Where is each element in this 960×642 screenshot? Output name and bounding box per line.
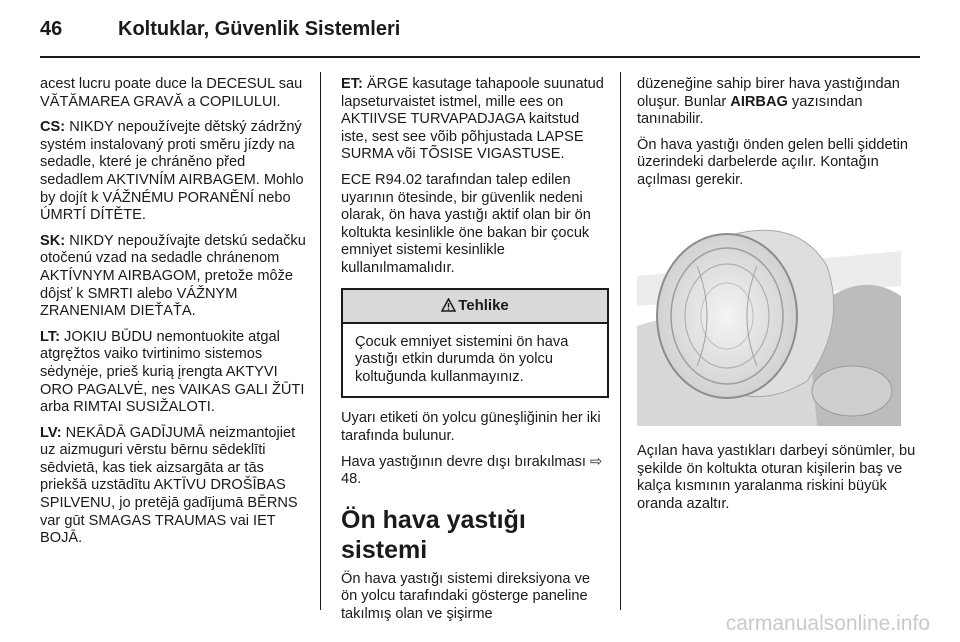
deactivation-text: Hava yastığının devre dışı bırakılması [341, 453, 586, 470]
danger-box [341, 288, 609, 399]
page-number: 46 [40, 18, 63, 40]
warning-lv-text: NEKĀDĀ GADĪJUMĀ neizmantojiet uz aizmuguri vērstu bērnu sēdeklīti sēdvietā, kas tiek aizsargāta ar tās priekšā uzstādītu AKTĪVU DROŠĪBAS SPILVENU, jo pretējā gadījumā BĒRNS var gūt SMAGAS TRAUMAS vai IET BOJĀ. [40, 424, 298, 547]
column-3 [637, 76, 920, 522]
column-2 [341, 76, 609, 631]
airbag-description-end: yazısından tanınabilir. [637, 93, 863, 128]
deactivation-page-ref: 48. [341, 471, 362, 488]
header-rule [40, 56, 920, 58]
warning-sk-text: NIKDY nepoužívajte detskú sedačku otočenú vzad na sedadle chránenom AKTÍVNYM AIRBAGOM, pretože môže dôjsť k SMRTI alebo VÁŽNYM ZRANENIAM DIEŤAŤA. [40, 232, 306, 320]
warning-et [341, 76, 609, 164]
page-title: Koltuklar, Güvenlik Sistemleri [118, 18, 401, 40]
warning-lt [40, 329, 312, 417]
warning-triangle-icon [441, 298, 456, 312]
danger-box-header [343, 290, 607, 324]
lang-label: ET: [341, 76, 363, 92]
ece-paragraph: ECE R94.02 tarafından talep edilen uyarının ötesinde, bir güvenlik nedeni olarak, ön hava yastığı aktif olan bir ön koltukta kesinlikle öne bakan bir çocuk emniyet sistemi kesinlikle kullanılmamalıdır. [341, 171, 591, 276]
warning-continued-text: acest lucru poate duce la DECESUL sau VĂTĂMAREA GRAVĂ a COPILULUI. [40, 76, 303, 110]
column-divider [320, 72, 321, 610]
protection-paragraph: Açılan hava yastıkları darbeyi sönümler, bu şekilde ön koltukta oturan kişilerin baş ve kalça kısmının yaralanma riskini büyük oranda azaltır. [637, 443, 916, 512]
warning-lv [40, 425, 312, 548]
column-1 [40, 76, 312, 556]
warning-et-text: ÄRGE kasutage tahapoole suunatud lapseturvaistet istmel, mille ees on AKTIIVSE TURVAPADJAGA kaitstud iste, sest see võib põhjustada LAPSE SURMA või TÕSISE VIGASTUSE. [341, 76, 604, 163]
section-intro: Ön hava yastığı sistemi direksiyona ve ön yolcu tarafındaki gösterge paneline takılmış olan ve şişirme [341, 570, 591, 622]
warning-cs [40, 119, 312, 225]
page-ref-arrow-icon: ⇨ [590, 453, 603, 470]
deactivation-reference [341, 454, 609, 489]
lang-label: CS: [40, 119, 66, 136]
lang-label: LT: [40, 328, 60, 345]
airbag-description-text: düzeneğine sahip birer hava yastığından oluşur. Bunlar [637, 76, 900, 110]
column-divider [620, 72, 621, 610]
lang-label: SK: [40, 232, 66, 249]
airbag-marking: AIRBAG [730, 93, 788, 110]
deployment-paragraph: Ön hava yastığı önden gelen belli şiddetin üzerindeki darbelerde açılır. Kontağın açılması gerekir. [637, 136, 908, 188]
warning-sk [40, 233, 312, 321]
airbag-description [637, 76, 920, 129]
lang-label: LV: [40, 424, 62, 441]
watermark: carmanualsonline.info [725, 612, 930, 635]
section-heading: Ön hava yastığı sistemi [341, 505, 526, 564]
warning-lt-text: JOKIU BŪDU nemontuokite atgal atgręžtos vaiko tvirtinimo sistemos sėdynėje, prieš kurią įrengta AKTYVI ORO PAGALVĖ, nes VAIKAS GALI ŽŪTI arba RIMTAI SUSIŽALOTI. [40, 328, 305, 416]
danger-box-text: Çocuk emniyet sistemini ön hava yastığı etkin durumda ön yolcu koltuğunda kullanmayınız. [355, 333, 569, 385]
label-location-paragraph: Uyarı etiketi ön yolcu güneşliğinin her iki tarafında bulunur. [341, 410, 601, 444]
warning-cs-text: NIKDY nepoužívejte dětský zádržný systém instalovaný proti směru jízdy na sedadle, které je chráněno před sedadlem AKTIVNÍM AIRBAGEM. Mohlo by dojít k VÁŽNÉMU PORANĚNÍ nebo ÚMRTÍ DÍTĚTE. [40, 119, 304, 224]
airbag-illustration [637, 206, 901, 426]
danger-box-title: Tehlike [458, 296, 509, 314]
